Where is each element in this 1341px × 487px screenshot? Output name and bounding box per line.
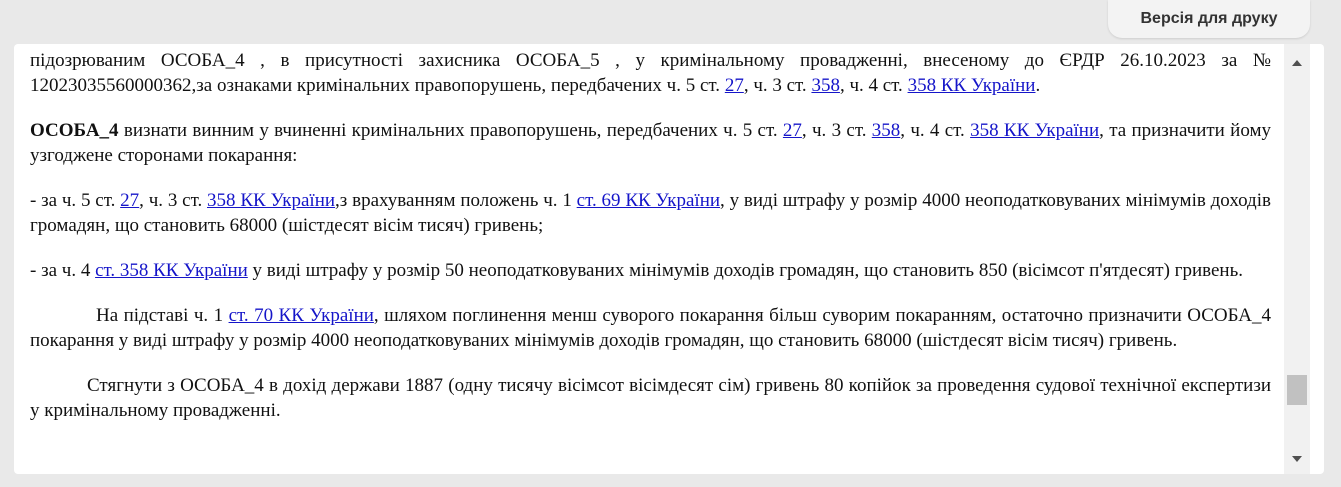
print-version-button[interactable]: Версія для друку [1108, 0, 1310, 38]
paragraph-verdict [30, 118, 1271, 168]
law-link[interactable]: 358 [871, 120, 901, 141]
text-run: , ч. 3 ст. [139, 190, 208, 211]
law-link[interactable]: ст. 70 КК України [228, 305, 374, 326]
text-run: визнати винним у вчиненні кримінальних правопорушень, передбачених ч. 5 ст. [118, 120, 783, 141]
text-run: підозрюваним ОСОБА_4 , в присутності захисника ОСОБА_5 , у кримінальному провадженні, внесеному до ЄРДР 26.10.2023 за № 12023035560000362,за ознаками кримінальних правопорушень, передбачених ч. 5 ст. [30, 50, 1271, 96]
text-run: , ч. 4 ст. [839, 75, 908, 96]
paragraph-costs [30, 373, 1271, 423]
text-run: , шляхом поглинення менш суворого покарання більш суворим покаранням, остаточно призначити ОСОБА_4 покарання у виді штрафу у розмір 4000 неоподатковуваних мінімумів доходів громадян, що становить 68000 (шістдесят вісім тисяч) гривень. [30, 305, 1271, 351]
document-text [30, 48, 1271, 474]
law-link[interactable]: 358 КК України [207, 190, 336, 211]
law-link[interactable]: 27 [120, 190, 140, 211]
scroll-up-button[interactable] [1284, 52, 1310, 74]
law-link[interactable]: 27 [782, 120, 802, 141]
defendant-name: ОСОБА_4 [30, 120, 119, 141]
law-link[interactable]: ст. 358 КК України [95, 260, 248, 281]
text-run: , ч. 3 ст. [743, 75, 812, 96]
law-link[interactable]: 27 [724, 75, 744, 96]
text-run: Стягнути з ОСОБА_4 в дохід держави 1887 (одну тисячу вісімсот вісімдесят сім) гривень 80 копійок за проведення судової технічної експертизи у кримінальному провадженні. [30, 375, 1271, 421]
paragraph-suspect-info [30, 48, 1271, 98]
law-link[interactable]: ст. 69 КК України [576, 190, 721, 211]
text-run: На підставі ч. 1 [96, 305, 229, 326]
law-link[interactable]: 358 КК України [970, 120, 1100, 141]
arrow-down-icon [1292, 456, 1302, 462]
law-link[interactable]: 358 КК України [907, 75, 1036, 96]
paragraph-sentence-1 [30, 188, 1271, 238]
text-run: , та призначити йому узгоджене сторонами покарання: [30, 120, 1271, 166]
arrow-up-icon [1292, 60, 1302, 66]
text-run: . [1035, 75, 1041, 96]
document-panel [14, 44, 1324, 474]
text-run: , у виді штрафу у розмір 4000 неоподатковуваних мінімумів доходів громадян, що становить 68000 (шістдесят вісім тисяч) гривень; [30, 190, 1271, 236]
scroll-thumb[interactable] [1287, 375, 1307, 405]
text-run: , ч. 4 ст. [900, 120, 971, 141]
paragraph-sentence-2 [30, 258, 1271, 283]
law-link[interactable]: 358 [811, 75, 840, 96]
text-run: - за ч. 5 ст. [30, 190, 121, 211]
text-run: - за ч. 4 [30, 260, 96, 281]
text-run: , ч. 3 ст. [801, 120, 872, 141]
text-run: ,з врахуванням положень ч. 1 [335, 190, 577, 211]
scroll-down-button[interactable] [1284, 448, 1310, 470]
top-bar [0, 0, 1341, 44]
paragraph-final-sentence [30, 303, 1271, 353]
text-run: у виді штрафу у розмір 50 неоподатковуваних мінімумів доходів громадян, що становить 850 (вісімсот п'ятдесят) гривень. [247, 260, 1243, 281]
vertical-scrollbar[interactable] [1284, 44, 1310, 474]
